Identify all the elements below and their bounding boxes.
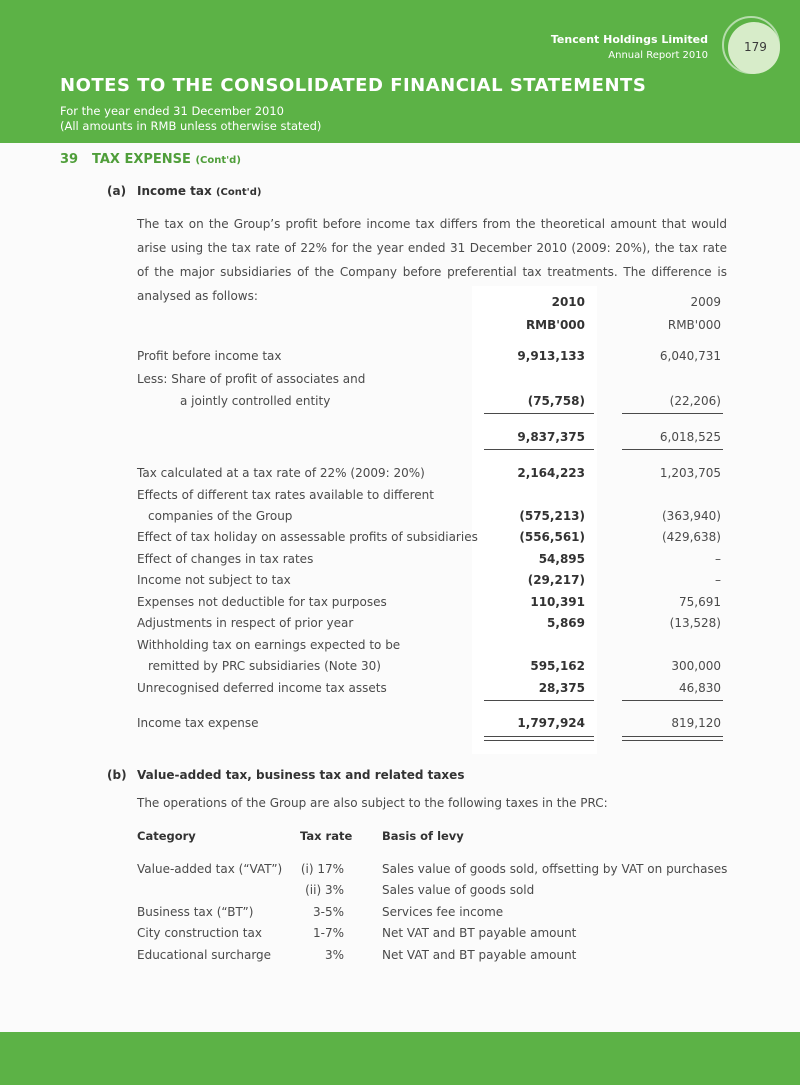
row-label: Tax calculated at a tax rate of 22% (2009: 20%) [137,466,425,480]
row-value-2010: 2,164,223 [517,466,585,480]
row-label: companies of the Group [148,509,293,523]
vat-category: City construction tax [137,926,262,940]
row-value-2010: 9,913,133 [517,349,585,363]
row-value-2009: 6,018,525 [659,430,721,444]
company-name: Tencent Holdings Limited [550,33,708,46]
vat-category: Business tax (“BT”) [137,905,254,919]
vat-basis: Services fee income [382,905,504,919]
total-double-rule [484,740,594,741]
subsection-a-title-suffix: (Cont'd) [215,187,262,198]
vat-basis: Sales value of goods sold [382,883,535,897]
vat-basis: Sales value of goods sold, offsetting by VAT on purchases [382,862,728,876]
row-value-2010: 54,895 [538,552,585,566]
section-title-suffix: (Cont'd) [195,155,241,166]
row-value-2009: – [715,573,721,587]
vat-basis: Net VAT and BT payable amount [382,948,577,962]
row-value-2010: 9,837,375 [517,430,585,444]
row-label: Adjustments in respect of prior year [137,616,354,630]
vat-rate: (i) 17% [300,862,344,876]
row-value-2009: – [715,552,721,566]
row-label: a jointly controlled entity [180,394,331,408]
vat-category: Value-added tax (“VAT”) [137,862,283,876]
section-title-text: TAX EXPENSE [92,152,191,167]
total-double-rule [622,740,723,741]
row-value-2009: (13,528) [669,616,721,630]
row-value-2009: 1,203,705 [659,466,721,480]
row-value-2010: 595,162 [530,659,585,673]
section-title [92,152,241,167]
row-label: Less: Share of profit of associates and [137,372,366,386]
vat-rate: 1-7% [312,926,344,940]
vat-category: Educational surcharge [137,948,272,962]
page-footer-band [0,1032,800,1085]
vat-header-basis: Basis of levy [382,829,464,843]
page-subtitle-currency: (All amounts in RMB unless otherwise stated) [60,119,322,133]
col-2009-year: 2009 [690,295,721,309]
page-title: NOTES TO THE CONSOLIDATED FINANCIAL STATEMENTS [60,75,647,96]
total-double-rule [622,736,723,737]
row-value-2009: 6,040,731 [659,349,721,363]
subtotal-rule [484,413,594,414]
row-label: Unrecognised deferred income tax assets [137,681,387,695]
row-label: remitted by PRC subsidiaries (Note 30) [148,659,381,673]
row-value-2010: (75,758) [527,394,585,408]
row-value-2010: (575,213) [519,509,585,523]
subtotal-rule [622,413,723,414]
vat-header-rate: Tax rate [300,829,353,843]
row-value-2009: 300,000 [671,659,721,673]
row-value-2009: 819,120 [671,716,721,730]
row-label: Income not subject to tax [137,573,291,587]
page-header [0,0,800,143]
subsection-a-label: (a) [107,184,127,198]
subtotal-rule [622,700,723,701]
page-subtitle-period: For the year ended 31 December 2010 [60,104,285,118]
vat-paragraph: The operations of the Group are also subject to the following taxes in the PRC: [137,796,608,810]
row-value-2009: (363,940) [662,509,721,523]
total-double-rule [484,736,594,737]
vat-rate: 3-5% [312,905,344,919]
row-value-2010: 28,375 [538,681,585,695]
vat-rate: 3% [324,948,344,962]
section-number: 39 [60,152,79,167]
income-tax-paragraph: The tax on the Group’s profit before income tax differs from the theoretical amount that would arise using the tax rate of 22% for the year ended 31 December 2010 (2009: 20%), the tax rate of the major subsidiaries of the Company before preferential tax treatments. The difference is analysed as follows: [137,217,727,303]
col-2009-unit: RMB'000 [667,318,721,332]
col-2010-year: 2010 [551,295,585,309]
subtotal-rule [622,449,723,450]
subsection-b-label: (b) [107,768,127,782]
row-label: Withholding tax on earnings expected to be [137,638,401,652]
row-value-2010: (556,561) [519,530,585,544]
row-value-2010: 110,391 [530,595,585,609]
page-number: 179 [744,40,767,54]
row-value-2010: 5,869 [547,616,585,630]
subsection-a-title [137,184,261,198]
row-value-2009: 75,691 [679,595,721,609]
row-label: Expenses not deductible for tax purposes [137,595,387,609]
row-value-2009: (22,206) [669,394,721,408]
report-name: Annual Report 2010 [608,50,708,61]
row-label: Effect of tax holiday on assessable profits of subsidiaries [137,530,478,544]
row-label: Effect of changes in tax rates [137,552,314,566]
col-2010-unit: RMB'000 [525,318,585,332]
vat-basis: Net VAT and BT payable amount [382,926,577,940]
row-value-2009: 46,830 [679,681,721,695]
subsection-b-title: Value-added tax, business tax and related taxes [137,768,465,782]
row-label: Effects of different tax rates available to different [137,488,434,502]
row-label: Profit before income tax [137,349,282,363]
vat-rate: (ii) 3% [305,883,344,897]
row-label: Income tax expense [137,716,259,730]
row-value-2009: (429,638) [662,530,721,544]
row-value-2010: 1,797,924 [517,716,585,730]
subtotal-rule [484,700,594,701]
row-value-2010: (29,217) [527,573,585,587]
subtotal-rule [484,449,594,450]
subsection-a-title-text: Income tax [137,184,212,198]
vat-header-category: Category [137,829,196,843]
